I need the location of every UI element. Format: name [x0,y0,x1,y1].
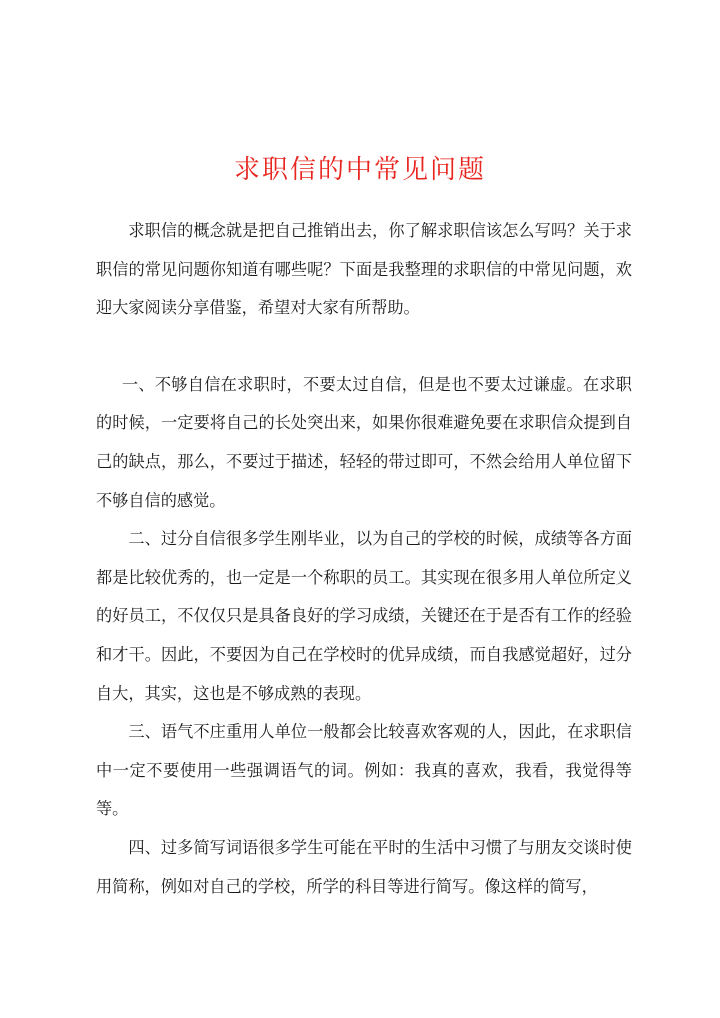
document-body [96,212,632,906]
section-paragraph-3: 三、语气不庄重用人单位一般都会比较喜欢客观的人，因此，在求职信中一定不要使用一些强调语气的词。例如：我真的喜欢，我看，我觉得等等。 [96,722,632,819]
document-title: 求职信的中常见问题 [233,155,486,185]
section-paragraph-1: 一、不够自信在求职时，不要太过自信，但是也不要太过谦虚。在求职的时候，一定要将自己的长处突出来，如果你很难避免要在求职信众提到自己的缺点，那么，不要过于描述，轻轻的带过即可，不然会给用人单位留下不够自信的感觉。 [96,374,632,510]
intro-paragraph: 求职信的概念就是把自己推销出去，你了解求职信该怎么写吗？关于求职信的常见问题你知道有哪些呢？下面是我整理的求职信的中常见问题，欢迎大家阅读分享借鉴，希望对大家有所帮助。 [96,221,632,318]
section-paragraph-4: 四、过多简写词语很多学生可能在平时的生活中习惯了与朋友交谈时使用简称，例如对自己的学校，所学的科目等进行简写。像这样的简写， [96,837,632,896]
section-paragraph-2: 二、过分自信很多学生刚毕业，以为自己的学校的时候，成绩等各方面都是比较优秀的，也一定是一个称职的员工。其实现在很多用人单位所定义的好员工，不仅仅只是具备良好的学习成绩，关键还在于是否有工作的经验和才干。因此，不要因为自己在学校时的优异成绩，而自我感觉超好，过分自大，其实，这也是不够成熟的表现。 [96,529,632,703]
